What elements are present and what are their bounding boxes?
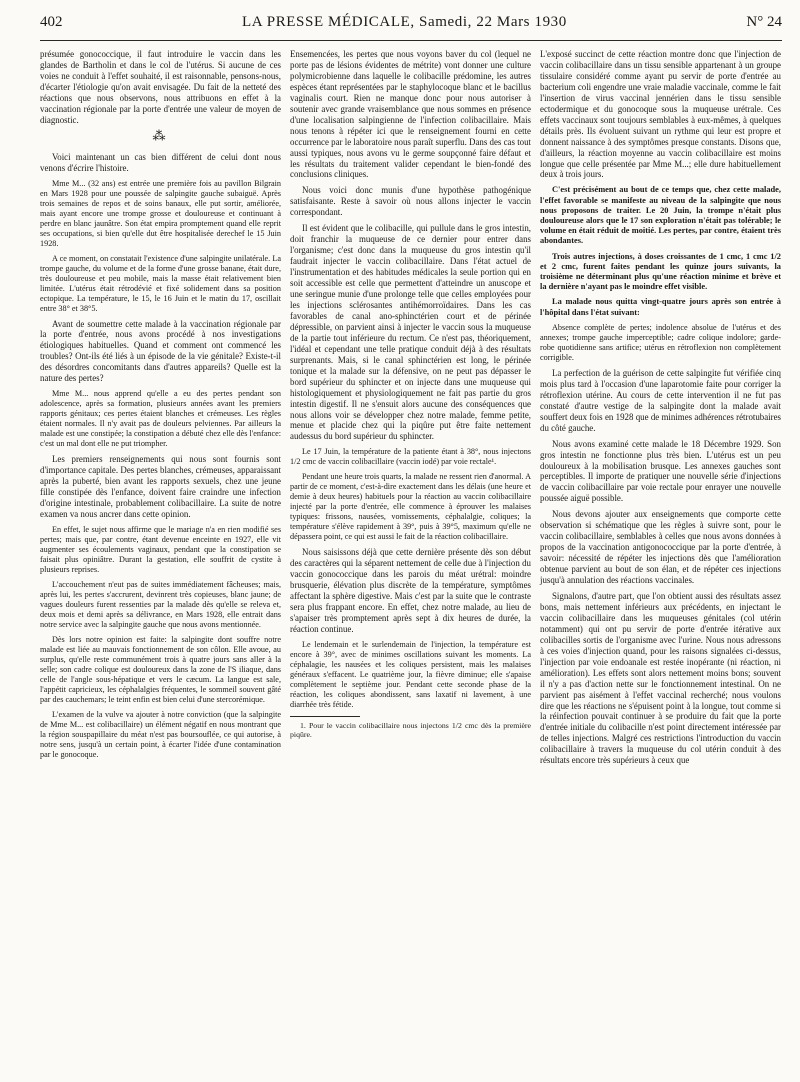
page-header xyxy=(40,14,782,41)
paragraph: présumée gonococcique, il faut introduire le vaccin dans les glandes de Bartholin et dans le col de l'utérus. Si aucune de ces voies ne conduit à l'effet souhaité, il est raisonnable, pensons-nous, d'écarter l'étiologie qu'on avait envisagée. Du fait de la netteté des réactions que nous observons, nous attribuons en effet à la vaccination régionale par la porte d'entrée une valeur de moyen de diagnostic. xyxy=(40,49,281,125)
paragraph: Il est évident que le colibacille, qui pullule dans le gros intestin, doit franchir la muqueuse de ce dernier pour entrer dans l'organisme; c'est donc dans la muqueuse du gros intestin qu'il faudrait injecter le vaccin colibacillaire. Dans l'état actuel de l'instrumentation et des habitudes médicales la seule portion qui en soit accessible est celle que permettent d'atteindre un anuscope et une seringue munie d'une prolonge telle que celles employées pour les injections sclérosantes antihémorroïdaires. Dans les cas favorables de canal ano-sphinctérien court et de périnée dépressible, on parvient ainsi à injecter le vaccin sous la muqueuse de la partie tout inférieure du rectum. Ce n'est pas, théoriquement, l'idéal et cependant une telle pratique conduit déjà à des résultats surprenants. Mais, si le canal sphinctérien est long, le périnée tonique et la malade sur la défensive, on ne peut pas dépasser le bord supérieur du sphincter et on injecte dans une muqueuse qui histologiquement et physiologiquement ne fait pas partie du gros intestin digestif. Il ne s'ensuit alors aucune des conséquences que nous allons voir se développer chez notre malade, femme petite, menue et placide chez qui la piqûre put être faite nettement audessus du bord supérieur du sphincter. xyxy=(290,223,531,442)
case-report: Mme M... nous apprend qu'elle a eu des pertes pendant son adolescence, après sa formation, plusieurs années avant les premiers rapports génitaux; ces pertes étaient blanches et crémeuses. Les règles étaient normales. Il n'y avait pas de douleurs pelviennes. Par ailleurs la malade est une constipée; la constipation a débuté chez elle dès l'enfance: c'est un mal dont elle ne put triompher. xyxy=(40,389,281,449)
paragraph: Les premiers renseignements qui nous sont fournis sont d'importance capitale. Des pertes blanches, crémeuses, apparaissant après la puberté, bien avant les rapports sexuels, chez une jeune fille constipée dès l'enfance, doivent faire craindre une infection d'origine intestinale, probablement colibacillaire. La suite de notre examen va nous ancrer dans cette opinion. xyxy=(40,454,281,520)
footnote: 1. Pour le vaccin colibacillaire nous injectons 1/2 cmc dès la première piqûre. xyxy=(290,720,531,740)
case-report-bold: Trois autres injections, à doses croissantes de 1 cmc, 1 cmc 1/2 et 2 cmc, furent faites pendant les quinze jours suivants, la troisième ne déterminant plus qu'une réaction minime et brève et la dernière n'ayant pas le moindre effet visible. xyxy=(540,251,781,292)
case-report: Absence complète de pertes; indolence absolue de l'utérus et des annexes; trompe gauche imperceptible; cadre colique indolore; garde-robe quotidienne sans artifice; utérus en rétroflexion non complètement corrigible. xyxy=(540,322,781,362)
column-left xyxy=(40,49,281,771)
case-report: Dès lors notre opinion est faite: la salpingite dont souffre notre malade est liée au mauvais fonctionnement de son côlon. Elle avoue, au surplus, qu'elle reste communément trois à quatre jours sans aller à la selle; son cadre colique est douloureux dans la zone de l'S iliaque, dans celle de l'angle sous-hépatique et vers le cæcum. La langue est sale, l'appétit capricieux, les céphalalgies fréquentes, le sommeil souvent gâté par des cauchemars; le teint enfin est bien celui d'une stercorémique. xyxy=(40,634,281,704)
paragraph: La perfection de la guérison de cette salpingite fut vérifiée cinq mois plus tard à l'occasion d'une laparotomie faite pour corriger la rétroflexion utérine. Au cours de cette intervention il ne fut pas constaté d'autre vestige de la salpingite dont la malade avait souffert deux fois en 1928 que de minimes adhérences rétrotubaires du côté gauche. xyxy=(540,367,781,433)
journal-title: LA PRESSE MÉDICALE, Samedi, 22 Mars 1930 xyxy=(242,14,567,30)
paragraph: Nous saisissons déjà que cette dernière présente dès son début des caractères qui la séparent nettement de celle due à l'injection du vaccin gonococcique dans les parois du méat urétral: moindre brusquerie, élévation plus discrète de la température, symptômes affectant la sphère digestive. Mais c'est par la suite que le contraste sera plus frappant encore. En effet, chez notre malade, au lieu de s'apaiser très promptement après sept à dix heures de durée, la réaction continue. xyxy=(290,547,531,635)
case-report: Mme M... (32 ans) est entrée une première fois au pavillon Bilgrain en Mars 1928 pour une poussée de salpingite gauche subaiguë. Après trois semaines de repos et de soins banaux, elle put sortir, améliorée, mais ayant encore une trompe grosse et douloureuse et continuant à perdre en blanc jaunâtre. Son état empira promptement quand elle reprit ses occupations, si bien qu'elle dut être hospitalisée derechef le 15 Juin 1928. xyxy=(40,178,281,248)
paragraph: Signalons, d'autre part, que l'on obtient aussi des résultats assez bons, mais nettement inférieurs aux précédents, en injectant le vaccin colibacillaire dans les muqueuses génitales (col utérin notamment) qui ont pu servir de porte d'entrée itérative aux colibacilles sortis de l'organisme avec l'urine. Nous nous adressons à ces voies d'injection quand, pour les raisons signalées ci-dessus, l'injection par voie endoanale est restée inopérante (ni réaction, ni amélioration). Les effets sont alors nettement moins bons; souvent il n'y a pas d'action nette sur le fonctionnement intestinal. On ne parvient pas aisément à l'effet vaccinal recherché; nous voulons dire que les réactions ne s'épuisent point à la longue, tout comme si la réinfection pouvait continuer à se produire du fait que la porte d'entrée initiale du colibacille n'est point directement intéressée par de telles injections. Malgré ces restrictions l'introduction du vaccin colibacillaire à travers la muqueuse du col utérin conduit à des résultats encore très supérieurs à ceux que xyxy=(540,590,781,766)
issue-number: N° 24 xyxy=(746,14,782,30)
section-separator: ⁂ xyxy=(152,127,169,143)
case-report: Le lendemain et le surlendemain de l'injection, la température est encore à 39°, avec de minimes oscillations suivant les moments. La céphalagie, les nausées et les coliques persistent, mais les malaises généraux s'effacent. Le quatrième jour, la fièvre diminue; elle s'apaise complètement le septième jour. Pendant cette seconde phase de la réaction, les coliques abondissent, sans laxatif ni lavement, à une diarrhée très fétide. xyxy=(290,639,531,709)
case-report-bold: C'est précisément au bout de ce temps que, chez cette malade, l'effet favorable se manifeste au niveau de la salpingite que nous nous proposons de traiter. Le 20 Juin, la trompe n'était plus douloureuse alors que le 17 son exploration n'était pas tolérable; le volume en était réduit de moitié. Les pertes, par contre, étaient très abondantes. xyxy=(540,185,781,246)
case-report-bold: La malade nous quitta vingt-quatre jours après son entrée à l'hôpital dans l'état suivant: xyxy=(540,297,781,317)
paragraph: Nous devons ajouter aux enseignements que comporte cette observation si schématique que les règles à suivre sont, pour le vaccin colibacillaire, semblables à celles que nous avons données à propos de la vaccination antigonococcique par la porte d'entrée, à savoir: nécessité de répéter les injections dès que l'amélioration obtenue parvient au bout de son élan, et de répéter ces injections jusqu'à annulation des réactions vaccinales. xyxy=(540,509,781,586)
case-report: L'examen de la vulve va ajouter à notre conviction (que la salpingite de Mme M... est colibacillaire) un élément négatif en nous montrant que la région souspapillaire du méat n'est pas boursouflée, ce qui autorise, à notre sens, jusqu'à un certain point, à écarter l'idée d'une contamination par le gonocoque. xyxy=(40,709,281,759)
footnote-rule xyxy=(290,716,360,717)
column-middle xyxy=(290,49,531,771)
paragraph: Ensemencées, les pertes que nous voyons baver du col (lequel ne porte pas de lésions évidentes de métrite) vont donner une culture polymicrobienne dans laquelle le colibacille prédomine, les autres espèces étant représentées par le staphylocoque blanc et le bacillus vaginalis court. Rien ne manque donc pour nous autoriser à soutenir avec grande vraisemblance que nous sommes en présence d'une localisation salpingienne de l'infection colibacillaire. Mais nous tenons à répéter ici que le renseignement fourni en cette occurrence par le laboratoire nous paraît superflu. Dans des cas tout aussi typiques, nous avons vu le germe soupçonné faire défaut et les résultats du traitement valider cependant le bien-fondé des conclusions cliniques. xyxy=(290,49,531,180)
paragraph: Voici maintenant un cas bien différent de celui dont nous venons d'écrire l'histoire. xyxy=(40,151,281,173)
column-right xyxy=(540,49,781,771)
case-report: Pendant une heure trois quarts, la malade ne ressent rien d'anormal. A partir de ce moment, c'est-à-dire exactement dans les délais (une heure et demie à deux heures) habituels pour la réaction au vaccin colibacillaire injecté par la porte d'entrée, elle commence à éprouver les malaises typiques: frissons, nausées, vomissements, céphalalgie, coliques; la température s'élève rapidement à 39°, puis à 39°5, maximum qu'elle ne dépassera point, ce qui est aussi le fait de la réaction colibacillaire. xyxy=(290,472,531,542)
case-report: Le 17 Juin, la température de la patiente étant à 38°, nous injectons 1/2 cmc de vaccin colibacillaire (vaccin iodé) par voie rectale¹. xyxy=(290,447,531,467)
paragraph: Nous voici donc munis d'une hypothèse pathogénique satisfaisante. Reste à savoir où nous allons injecter le vaccin correspondant. xyxy=(290,185,531,218)
case-report: En effet, le sujet nous affirme que le mariage n'a en rien modifié ses pertes; mais que, par contre, étant devenue enceinte en 1927, elle vit augmenter ses écoulements vaginaux, pendant que la constipation se faisait plus opiniâtre. Durant la gestation, elle souffrit de cystite à plusieurs reprises. xyxy=(40,524,281,574)
paragraph: L'exposé succinct de cette réaction montre donc que l'injection de vaccin colibacillaire dans un tissu sensible appartenant à un groupe tissulaire considéré comme ayant pu servir de porte d'entrée au bacterium coli engendre une vraie maladie vaccinale, comme le fait l'insertion de virus vaccinal jennérien dans le tissu sensible ectodermique et du gonocoque sous la muqueuse urétrale. Ces effets vaccinaux sont toujours semblables à eux-mêmes, à quelques détails près. Ils évoluent suivant un rythme qui leur est propre et donnent naissance à des symptômes presque constants. Disons que, d'ailleurs, la réaction moyenne au vaccin colibacillaire est moins longue que celle présentée par Mme M...; elle dure habituellement deux à trois jours. xyxy=(540,49,781,180)
case-report: A ce moment, on constatait l'existence d'une salpingite unilatérale. La trompe gauche, du volume et de la forme d'une grosse banane, était dure, très douloureuse et peu mobile, mais la masse était relativement bien limitée. L'utérus était rétrodévié et fixé solidement dans sa position ectopique. La température, le 15, le 16 Juin et le matin du 17, oscillait entre 38° et 38°5. xyxy=(40,253,281,313)
paragraph: Avant de soumettre cette malade à la vaccination régionale par la porte d'entrée, nous avons procédé à nos investigations étiologiques habituelles. Quand et comment ont commencé les troubles? Ont-ils été liés à un épisode de la vie génitale? Existe-t-il des désordres concomitants dans d'autres appareils? Quelle est la nature des pertes? xyxy=(40,318,281,384)
page-number: 402 xyxy=(40,14,63,30)
paragraph: Nous avons examiné cette malade le 18 Décembre 1929. Son gros intestin ne fonctionne plus très bien. L'utérus est un peu douloureux à la mobilisation brusque. Les annexes gauches sont perceptibles. Il importe de pratiquer une nouvelle série d'injections de vaccin colibacillaire par voie rectale pour enrayer une nouvelle poussée aiguë possible. xyxy=(540,438,781,504)
text-columns xyxy=(40,49,782,771)
case-report: L'accouchement n'eut pas de suites immédiatement fâcheuses; mais, après lui, les pertes s'accrurent, devinrent très copieuses, blanc jaune; de vagues douleurs furent ressenties par la malade dès qu'elle se releva et, deux mois et demi après sa délivrance, en Mars 1928, elle entrait dans notre service avec la salpingite gauche que nous avons mentionnée. xyxy=(40,579,281,629)
